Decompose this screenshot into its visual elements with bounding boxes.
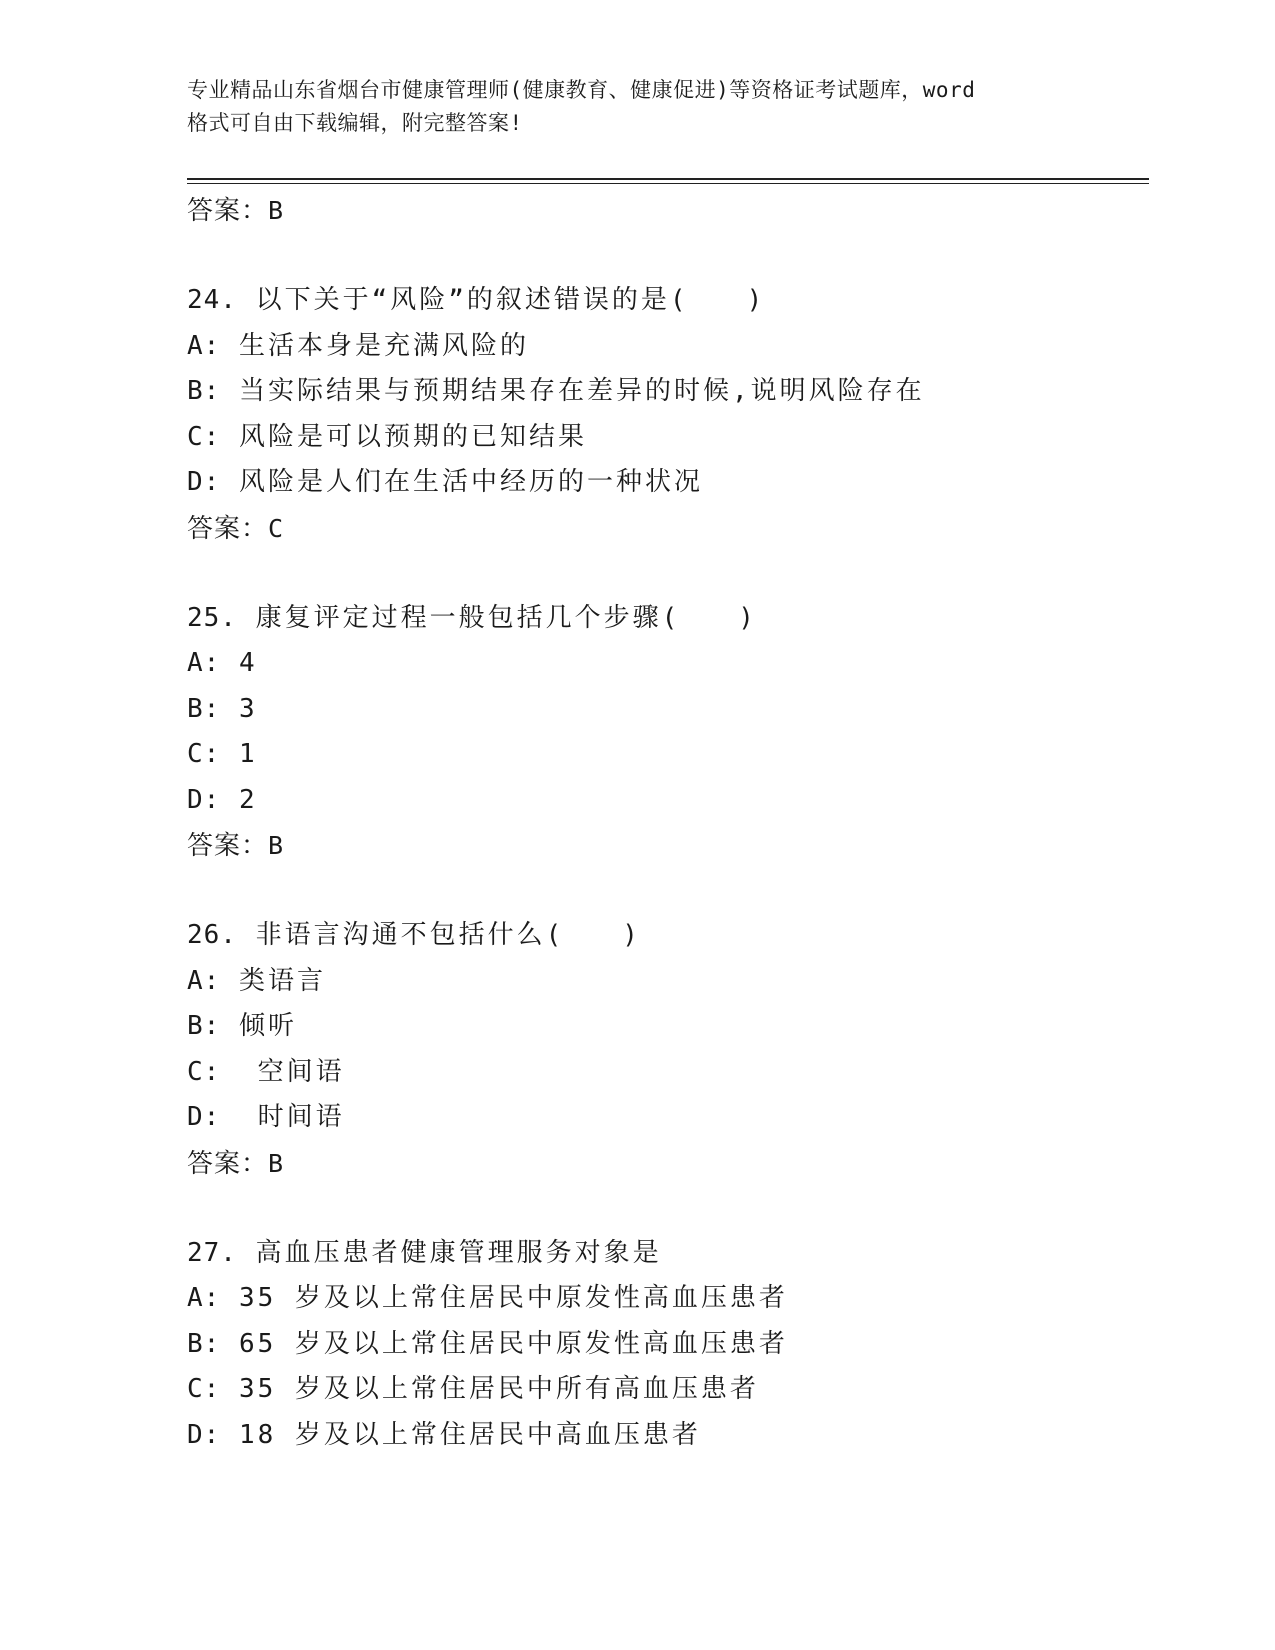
option-text: 3 bbox=[238, 693, 258, 724]
option-line bbox=[187, 369, 1149, 415]
option-text: 1 bbox=[238, 739, 258, 769]
question-number: 24. bbox=[187, 285, 237, 315]
option-line bbox=[187, 1367, 1149, 1413]
option-letter: D: bbox=[187, 784, 221, 815]
option-letter: B: bbox=[187, 693, 221, 724]
option-line bbox=[187, 324, 1149, 370]
answer-value: B bbox=[268, 831, 285, 860]
question-stem bbox=[187, 1231, 1149, 1277]
question-block bbox=[187, 913, 1149, 1187]
option-line bbox=[187, 1413, 1149, 1459]
answer-value: B bbox=[268, 196, 285, 225]
question-number: 26. bbox=[187, 920, 237, 950]
option-text: 35 岁及以上常住居民中原发性高血压患者 bbox=[238, 1283, 788, 1313]
question-text: 康复评定过程一般包括几个步骤( ) bbox=[255, 602, 757, 633]
option-letter: B: bbox=[187, 376, 221, 406]
option-line bbox=[187, 1095, 1149, 1141]
question-number: 25. bbox=[187, 602, 237, 633]
option-letter: D: bbox=[187, 467, 221, 497]
option-letter: C: bbox=[187, 739, 221, 769]
option-letter: B: bbox=[187, 1011, 221, 1041]
header-divider-thick bbox=[187, 178, 1149, 180]
question-text: 以下关于“风险”的叙述错误的是( ) bbox=[255, 285, 766, 315]
option-letter: C: bbox=[187, 1374, 221, 1404]
question-block bbox=[187, 278, 1149, 552]
question-block bbox=[187, 1231, 1149, 1459]
option-letter: A: bbox=[187, 965, 221, 996]
header-line-1: 专业精品山东省烟台市健康管理师(健康教育、健康促进)等资格证考试题库，word bbox=[187, 78, 976, 102]
option-letter: C: bbox=[187, 421, 221, 452]
option-line bbox=[187, 1276, 1149, 1322]
option-letter: A: bbox=[187, 330, 221, 361]
option-text: 65 岁及以上常住居民中原发性高血压患者 bbox=[238, 1328, 788, 1359]
option-text: 2 bbox=[238, 784, 258, 815]
question-block bbox=[187, 596, 1149, 870]
option-text: 时间语 bbox=[238, 1102, 345, 1132]
option-line bbox=[187, 415, 1149, 461]
question-text: 非语言沟通不包括什么( ) bbox=[255, 920, 641, 950]
question-number: 27. bbox=[187, 1237, 237, 1268]
answer-line bbox=[187, 1141, 1149, 1187]
question-text: 高血压患者健康管理服务对象是 bbox=[255, 1237, 662, 1268]
header-line-2: 格式可自由下载编辑，附完整答案! bbox=[187, 111, 523, 135]
option-text: 风险是人们在生活中经历的一种状况 bbox=[238, 467, 703, 497]
option-text: 18 岁及以上常住居民中高血压患者 bbox=[238, 1419, 701, 1450]
option-text: 空间语 bbox=[238, 1056, 345, 1087]
option-letter: B: bbox=[187, 1328, 221, 1359]
option-text: 4 bbox=[238, 648, 258, 678]
option-line bbox=[187, 641, 1149, 687]
answer-label: 答案： bbox=[187, 1148, 269, 1179]
option-text: 生活本身是充满风险的 bbox=[238, 330, 529, 361]
option-text: 倾听 bbox=[238, 1011, 297, 1041]
option-text: 类语言 bbox=[238, 965, 326, 996]
question-stem bbox=[187, 913, 1149, 959]
answer-label: 答案： bbox=[187, 196, 269, 226]
option-line bbox=[187, 1004, 1149, 1050]
option-line bbox=[187, 959, 1149, 1005]
question-stem bbox=[187, 596, 1149, 642]
answer-value: B bbox=[268, 1148, 285, 1178]
option-line bbox=[187, 1050, 1149, 1096]
option-letter: D: bbox=[187, 1102, 221, 1132]
answer-value: C bbox=[268, 513, 285, 543]
answer-line bbox=[187, 188, 1149, 234]
answer-line bbox=[187, 506, 1149, 552]
answer-label: 答案： bbox=[187, 831, 269, 861]
answer-label: 答案： bbox=[187, 513, 269, 544]
document-header bbox=[187, 74, 1087, 140]
option-line bbox=[187, 687, 1149, 733]
question-list bbox=[187, 188, 1149, 1458]
question-stem bbox=[187, 278, 1149, 324]
option-text: 35 岁及以上常住居民中所有高血压患者 bbox=[238, 1374, 759, 1404]
option-letter: D: bbox=[187, 1419, 221, 1450]
option-line bbox=[187, 732, 1149, 778]
option-line bbox=[187, 778, 1149, 824]
option-letter: A: bbox=[187, 648, 221, 678]
option-text: 当实际结果与预期结果存在差异的时候,说明风险存在 bbox=[238, 376, 925, 406]
option-letter: A: bbox=[187, 1283, 221, 1313]
option-line bbox=[187, 1322, 1149, 1368]
answer-line bbox=[187, 823, 1149, 869]
option-line bbox=[187, 460, 1149, 506]
option-letter: C: bbox=[187, 1056, 221, 1087]
header-divider-thin bbox=[187, 183, 1149, 184]
option-text: 风险是可以预期的已知结果 bbox=[238, 421, 587, 452]
